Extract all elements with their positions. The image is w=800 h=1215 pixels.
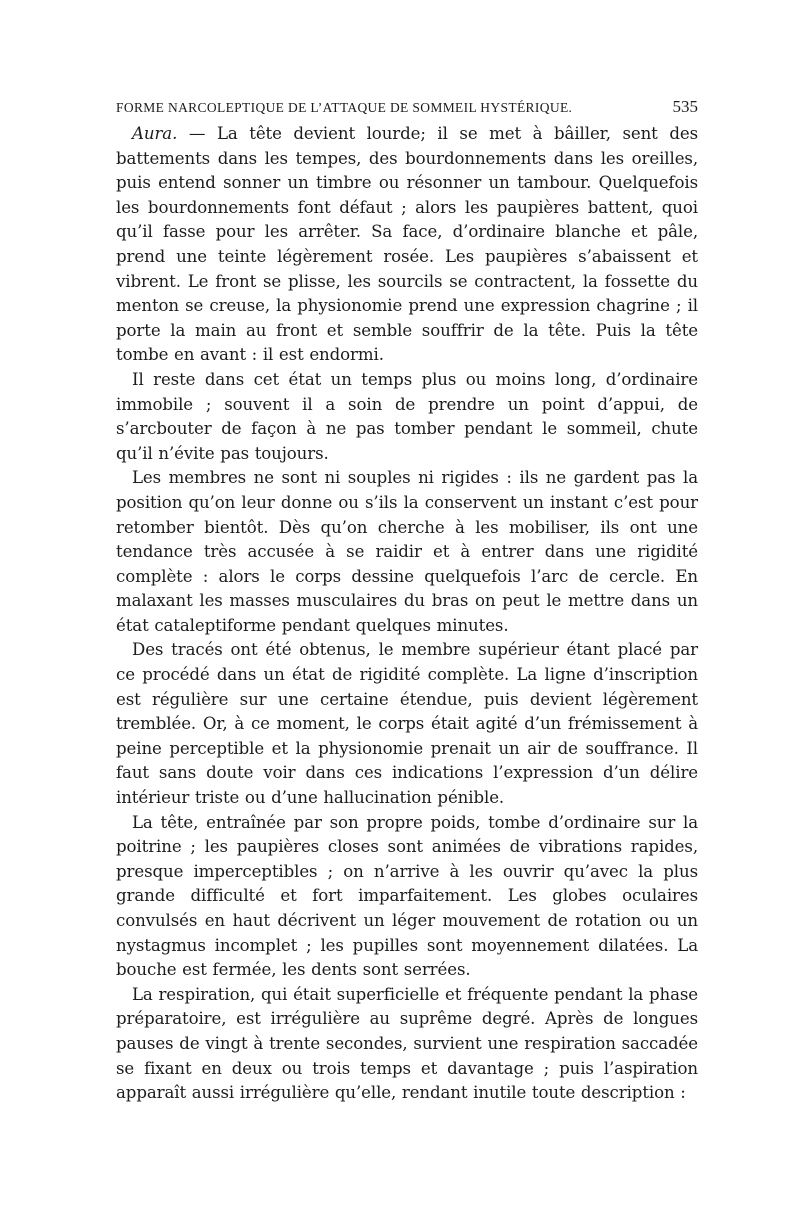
page-number: 535 [672, 97, 698, 116]
text-block [116, 94, 698, 1106]
paragraph-text: — La tête devient lourde; il se met à bâiller, sent des battements dans les tempes, des bourdonnements dans les oreilles, puis entend sonner un timbre ou résonner un tambour. Quelquefois les bourdonnements font défaut ; alors les paupières battent, quoi qu’il fasse pour les arrêter. Sa face, d’ordinaire blanche et pâle, prend une teinte légèrement rosée. Les paupières s’abaissent et vibrent. Le front se plisse, les sourcils se contractent, la fossette du menton se creuse, la physionomie prend une expression chagrine ; il porte la main au front et semble souffrir de la tête. Puis la tête tombe en avant : il est endormi. [116, 124, 698, 365]
paragraph-tracings [116, 638, 698, 810]
paragraph-aura [116, 122, 698, 368]
paragraph-text: La tête, entraînée par son propre poids, tombe d’ordinaire sur la poitrine ; les paupières closes sont animées de vibrations rapides, presque imperceptibles ; on n’arrive à les ouvrir qu’avec la plus grande difficulté et fort imparfaitement. Les globes oculaires convulsés en haut décrivent un léger mouvement de rotation ou un nystagmus incomplet ; les pupilles sont moyennement dilatées. La bouche est fermée, les dents sont serrées. [116, 812, 698, 980]
paragraph-text: La respiration, qui était superficielle et fréquente pendant la phase préparatoire, est irrégulière au suprême degré. Après de longues pauses de vingt à trente secondes, survient une respiration saccadée se fixant en deux ou trois temps et davantage ; puis l’aspiration apparaît aussi irrégulière qu’elle, rendant inutile toute description : [116, 984, 698, 1103]
paragraph-limbs [116, 466, 698, 638]
paragraph-head-eyes [116, 811, 698, 983]
running-title: FORME NARCOLEPTIQUE DE L’ATTAQUE DE SOMMEIL HYSTÉRIQUE. [116, 100, 573, 115]
paragraph-text: Les membres ne sont ni souples ni rigides : ils ne gardent pas la position qu’on leur donne ou s’ils la conservent un instant c’est pour retomber bientôt. Dès qu’on cherche à les mobiliser, ils ont une tendance très accusée à se raidir et à entrer dans une rigidité complète : alors le corps dessine quelquefois l’arc de cercle. En malaxant les masses musculaires du bras on peut le mettre dans un état cataleptiforme pendant quelques minutes. [116, 468, 698, 635]
running-head [116, 94, 698, 120]
paragraph-text: Des tracés ont été obtenus, le membre supérieur étant placé par ce procédé dans un état de rigidité complète. La ligne d’inscription est régulière sur une certaine étendue, puis devient légèrement tremblée. Or, à ce moment, le corps était agité d’un frémissement à peine perceptible et la physionomie prenait un air de souffrance. Il faut sans doute voir dans ces indications l’expression d’un délire intérieur triste ou d’une hallucination pénible. [116, 640, 698, 808]
paragraph-respiration [116, 983, 698, 1106]
paragraph-text: Il reste dans cet état un temps plus ou moins long, d’ordinaire immobile ; souvent il a soin de prendre un point d’appui, de s’arcbouter de façon à ne pas tomber pendant le sommeil, chute qu’il n’évite pas toujours. [116, 369, 698, 463]
paragraph-sleep-state [116, 368, 698, 466]
paragraph-lead: Aura. [132, 124, 178, 143]
